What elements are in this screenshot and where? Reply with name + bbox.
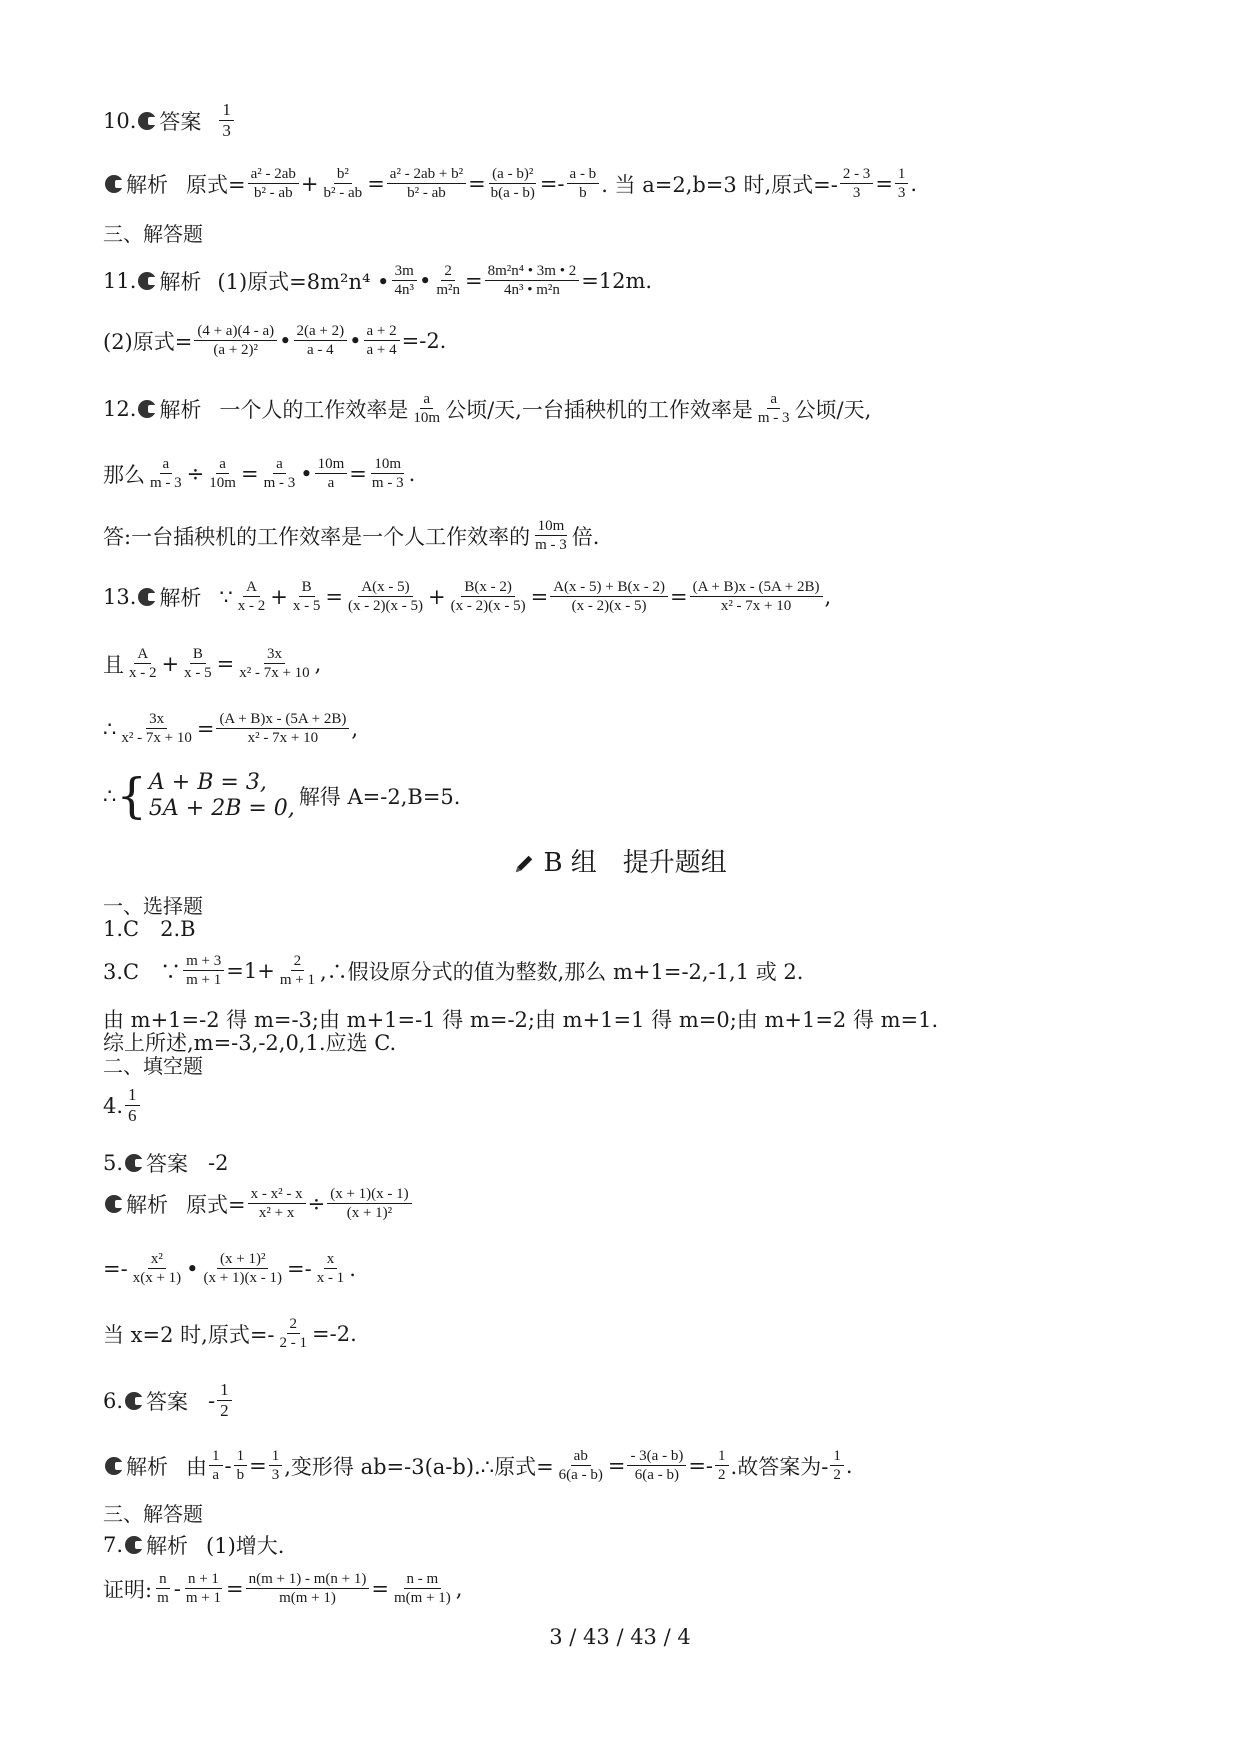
- fraction: $\frac{n(m + 1) - m(n + 1)}{m(m + 1)}$: [246, 1570, 370, 1607]
- equation-system: A + B = 3, 5A + 2B = 0,: [148, 770, 295, 821]
- fraction: $\frac{B}{x - 5}$: [292, 579, 321, 614]
- fraction: $\frac{1}{2}$: [217, 1380, 232, 1421]
- fraction: $\frac{1}{b}$: [234, 1447, 248, 1484]
- fraction: $\frac{10m}{a}$: [315, 455, 348, 492]
- fraction: $\frac{- 3(a - b)}{6(a - b)}$: [627, 1447, 686, 1484]
- answer-icon: [125, 1392, 143, 1410]
- q13-line1: 13. 解析 ∵ $\frac{A}{x - 2}$ + $\frac{B}{x - 5}$ = $\frac{A(x - 5)}{(x - 2)(x - 5)}$ + $\frac{B(x - 2)}{(x - 2)(x - 5)}$ = $\frac{A(x - 5) + B(x - 2)}{(x - 2)(x - 5)}$ = $\frac{(A + B)x - (5A + 2B)}{\text{x² - 7x + 10}}$ ,: [103, 579, 832, 614]
- fraction: $\frac{\text{b²}}{\text{b² - ab}}$: [323, 166, 363, 201]
- left-brace: {: [116, 768, 147, 824]
- b4-line: 4. $\frac{1}{6}$: [103, 1085, 142, 1126]
- fraction: $\frac{n}{m}$: [157, 1571, 169, 1606]
- q10-explain-line: 解析 原式= $\frac{\text{a² - 2ab}}{\text{b² - ab}}$ + $\frac{\text{b²}}{\text{b² - ab}}$ = $\frac{\text{a² - 2ab + b²}}{\text{b² - ab}}$ = $\frac{\text{(a - b)²}}{b(a - b)}$ =- $\frac{a - b}{b}$ . 当 a=2,b=3 时,原式=- $\frac{2 - 3}{3}$ = $\frac{1}{3}$ .: [103, 165, 917, 202]
- page-footer: 3 / 43 / 43 / 4: [549, 1625, 691, 1649]
- q10-number: 10.: [103, 108, 137, 133]
- b5-explain-line: 解析 原式= $\frac{\text{x - x² - x}}{\text{x² + x}}$ ÷ $\frac{(x + 1)(x - 1)}{\text{(x + 1)²}}$: [103, 1185, 414, 1222]
- b5-line2: =- $\frac{\text{x²}}{x(x + 1)}$ • $\frac{\text{(x + 1)²}}{(x + 1)(x - 1)}$ =- $\frac{x}{x - 1}$ .: [103, 1251, 356, 1286]
- section-heading: 一、选择题: [103, 894, 203, 918]
- q13-line2: 且 $\frac{A}{x - 2}$ + $\frac{B}{x - 5}$ = $\frac{3x}{\text{x² - 7x + 10}}$ ,: [103, 646, 322, 681]
- fraction: $\frac{A(x - 5) + B(x - 2)}{(x - 2)(x - 5)}$: [550, 578, 668, 615]
- fraction: $\frac{A}{x - 2}$: [129, 646, 157, 681]
- explain-icon: [105, 1457, 123, 1475]
- fraction: $\frac{a}{10m}$: [209, 456, 236, 491]
- q12-line1: 12. 解析 一个人的工作效率是 $\frac{a}{10m}$ 公顷/天,一台插秧机的工作效率是 $\frac{a}{m - 3}$ 公顷/天,: [103, 391, 872, 426]
- b6-answer-line: 6. 答案 - $\frac{1}{2}$: [103, 1380, 234, 1421]
- b3-line1: 3.C ∵ $\frac{m + 3}{m + 1}$ =1+ $\frac{2}{m + 1}$ ,∴假设原分式的值为整数,那么 m+1=-2,-1,1 或 2.: [103, 953, 804, 988]
- fraction: $\frac{A}{x - 2}$: [237, 579, 266, 614]
- fraction: $\frac{3x}{\text{x² - 7x + 10}}$: [121, 711, 192, 746]
- b3-line2: 由 m+1=-2 得 m=-3;由 m+1=-1 得 m=-2;由 m+1=1 得 m=0;由 m+1=2 得 m=1.: [103, 1008, 939, 1032]
- q13-line4: ∴ { A + B = 3, 5A + 2B = 0, 解得 A=-2,B=5.: [103, 768, 461, 824]
- q12-line2: 那么 $\frac{a}{m - 3}$ ÷ $\frac{a}{10m}$ = $\frac{a}{m - 3}$ • $\frac{10m}{a}$ = $\frac{10m}{m - 3}$ .: [103, 456, 416, 491]
- fraction: $\frac{2 - 3}{3}$: [840, 165, 874, 202]
- fraction: $\frac{n + 1}{m + 1}$: [185, 1571, 221, 1606]
- fraction: $\frac{\text{8m²n⁴ • 3m • 2}}{\text{4n³ • m²n}}$: [485, 262, 580, 299]
- fraction: $\frac{3x}{\text{x² - 7x + 10}}$: [239, 646, 310, 681]
- fraction: $\frac{(A + B)x - (5A + 2B)}{\text{x² - 7x + 10}}$: [690, 578, 823, 615]
- q11-line2: (2)原式= $\frac{(4 + a)(4 - a)}{\text{(a + 2)²}}$ • $\frac{2(a + 2)}{a - 4}$ • $\frac{a + 2}{a + 4}$ =-2.: [103, 323, 447, 358]
- explain-icon: [125, 1536, 143, 1554]
- fraction: $\frac{\text{(a - b)²}}{b(a - b)}$: [490, 166, 535, 201]
- fraction: $\frac{a}{m - 3}$: [757, 391, 790, 426]
- fraction: $\frac{A(x - 5)}{(x - 2)(x - 5)}$: [348, 579, 423, 614]
- fraction: $\frac{a + 2}{a + 4}$: [364, 322, 400, 359]
- fraction: $\frac{1}{2}$: [830, 1447, 844, 1484]
- explain-icon: [105, 1195, 123, 1213]
- fraction: $\frac{\text{a² - 2ab + b²}}{\text{b² - ab}}$: [387, 165, 466, 202]
- b6-explain-line: 解析 由 $\frac{1}{a}$ - $\frac{1}{b}$ = $\frac{1}{3}$ ,变形得 ab=-3(a-b).∴原式= $\frac{ab}{6(a - b)}$ = $\frac{- 3(a - b)}{6(a - b)}$ =- $\frac{1}{2}$ .故答案为- $\frac{1}{2}$ .: [103, 1447, 853, 1484]
- group-title: B 组 提升题组: [0, 842, 1240, 879]
- b5-answer-line: 5. 答案 -2: [103, 1151, 229, 1176]
- fraction: $\frac{ab}{6(a - b)}$: [558, 1448, 603, 1483]
- b3-line3: 综上所述,m=-3,-2,0,1.应选 C.: [103, 1031, 397, 1055]
- fraction: $\frac{x}{x - 1}$: [316, 1251, 345, 1286]
- fraction: $\frac{\text{(x + 1)²}}{(x + 1)(x - 1)}$: [203, 1251, 282, 1286]
- fraction: $\frac{1}{3}$: [269, 1447, 283, 1484]
- fraction: $\frac{10m}{m - 3}$: [535, 518, 567, 553]
- fraction: $\frac{n - m}{m(m + 1)}$: [393, 1571, 451, 1606]
- fraction: $\frac{1}{2}$: [715, 1447, 729, 1484]
- q11-line1: 11. 解析 (1)原式=8m²n⁴ • $\frac{3m}{\text{4n³}}$ • $\frac{2}{\text{m²n}}$ = $\frac{\text{8m²n⁴ • 3m • 2}}{\text{4n³ • m²n}}$ =12m.: [103, 263, 653, 298]
- fraction: $\frac{B}{x - 5}$: [184, 646, 212, 681]
- fraction: $\frac{a}{m - 3}$: [150, 456, 182, 491]
- answer-icon: [138, 112, 156, 130]
- q12-line3: 答:一台插秧机的工作效率是一个人工作效率的 $\frac{10m}{m - 3}$ 倍.: [103, 518, 600, 553]
- fraction: $\frac{3m}{\text{4n³}}$: [391, 262, 417, 299]
- fraction: $\frac{1}{a}$: [209, 1447, 223, 1484]
- explain-icon: [138, 272, 156, 290]
- b7-line2: 证明: $\frac{n}{m}$ - $\frac{n + 1}{m + 1}$ = $\frac{n(m + 1) - m(n + 1)}{m(m + 1)}$ = $\frac{n - m}{m(m + 1)}$ ,: [103, 1571, 463, 1606]
- fraction: $\frac{B(x - 2)}{(x - 2)(x - 5)}$: [450, 579, 526, 614]
- fraction: $\frac{2}{m + 1}$: [279, 953, 315, 988]
- q10-answer-line: [103, 100, 236, 141]
- fraction: $\frac{a - b}{b}$: [567, 165, 600, 202]
- explain-icon: [138, 588, 156, 606]
- fraction: $\frac{(x + 1)(x - 1)}{\text{(x + 1)²}}$: [327, 1185, 411, 1222]
- fraction: $\frac{2}{\text{m²n}}$: [436, 263, 461, 298]
- b5-line3: 当 x=2 时,原式=- $\frac{2}{2 - 1}$ =-2.: [103, 1316, 357, 1351]
- fraction: $\frac{m + 3}{m + 1}$: [183, 952, 224, 989]
- explain-label: 解析: [126, 172, 168, 197]
- fraction: $\frac{a}{m - 3}$: [263, 456, 296, 491]
- section-heading: 三、解答题: [103, 222, 203, 246]
- fraction: $\frac{\text{a² - 2ab}}{\text{b² - ab}}$: [248, 165, 299, 202]
- explain-icon: [105, 175, 123, 193]
- q10-answer-fraction: $\frac{1}{3}$: [219, 100, 234, 141]
- answer-label: 答案: [159, 109, 202, 134]
- fraction: $\frac{\text{x²}}{x(x + 1)}$: [132, 1251, 182, 1286]
- fraction: $\frac{2(a + 2)}{a - 4}$: [294, 322, 348, 359]
- fraction: $\frac{1}{6}$: [125, 1085, 140, 1126]
- fraction: $\frac{1}{3}$: [895, 165, 909, 202]
- fraction: $\frac{(A + B)x - (5A + 2B)}{\text{x² - 7x + 10}}$: [216, 710, 349, 747]
- fraction: $\frac{a}{10m}$: [413, 391, 441, 426]
- section-heading: 二、填空题: [103, 1054, 203, 1078]
- fraction: $\frac{(4 + a)(4 - a)}{\text{(a + 2)²}}$: [194, 322, 277, 359]
- fraction: $\frac{2}{2 - 1}$: [279, 1316, 308, 1351]
- q13-line3: ∴ $\frac{3x}{\text{x² - 7x + 10}}$ = $\frac{(A + B)x - (5A + 2B)}{\text{x² - 7x + 10}}$ ,: [103, 711, 359, 746]
- b1-answers: 1.C 2.B: [103, 917, 196, 941]
- explain-icon: [138, 400, 156, 418]
- pencil-icon: [513, 853, 535, 875]
- b7-line1: 7. 解析 (1)增大.: [103, 1533, 285, 1558]
- fraction: $\frac{\text{x - x² - x}}{\text{x² + x}}$: [248, 1185, 306, 1222]
- answer-icon: [125, 1154, 143, 1172]
- fraction: $\frac{10m}{m - 3}$: [371, 456, 404, 491]
- section-heading: 三、解答题: [103, 1502, 203, 1526]
